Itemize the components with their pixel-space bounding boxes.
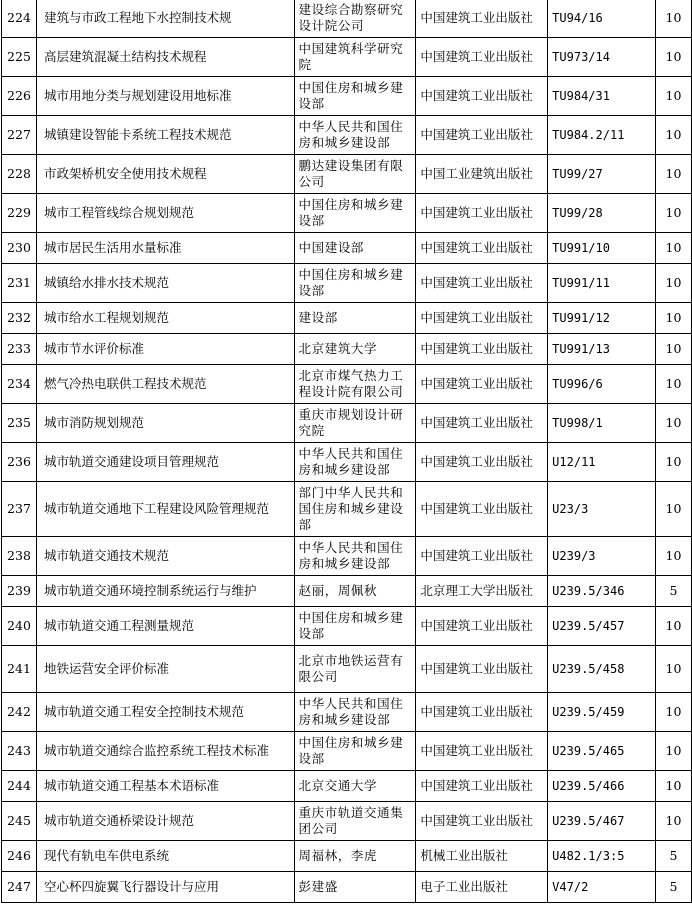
book-title-cell: 城市给水工程规划规范 bbox=[36, 303, 294, 334]
row-number-cell: 238 bbox=[2, 537, 37, 576]
book-title-cell: 城市轨道交通地下工程建设风险管理规范 bbox=[36, 482, 294, 537]
author-cell: 北京建筑大学 bbox=[294, 334, 416, 365]
publisher-cell: 北京理工大学出版社 bbox=[416, 576, 548, 607]
call-number-cell: U239.5/457 bbox=[548, 607, 656, 646]
table-row bbox=[2, 116, 692, 155]
table-row bbox=[2, 732, 692, 771]
publisher-cell: 中国建筑工业出版社 bbox=[416, 38, 548, 77]
call-number-cell: U12/11 bbox=[548, 443, 656, 482]
row-number-cell: 231 bbox=[2, 264, 37, 303]
row-number-cell: 236 bbox=[2, 443, 37, 482]
book-title-cell: 城市节水评价标准 bbox=[36, 334, 294, 365]
publisher-cell: 中国建筑工业出版社 bbox=[416, 303, 548, 334]
table-row bbox=[2, 155, 692, 194]
author-cell: 建设部 bbox=[294, 303, 416, 334]
call-number-cell: U239.5/346 bbox=[548, 576, 656, 607]
publisher-cell: 中国建筑工业出版社 bbox=[416, 77, 548, 116]
call-number-cell: TU984/31 bbox=[548, 77, 656, 116]
call-number-cell: U239/3 bbox=[548, 537, 656, 576]
author-cell: 鹏达建设集团有限公司 bbox=[294, 155, 416, 194]
author-cell: 中国建筑科学研究院 bbox=[294, 38, 416, 77]
publisher-cell: 中国建筑工业出版社 bbox=[416, 693, 548, 732]
copy-count-cell: 10 bbox=[656, 404, 692, 443]
book-title-cell: 城镇建设智能卡系统工程技术规范 bbox=[36, 116, 294, 155]
call-number-cell: TU998/1 bbox=[548, 404, 656, 443]
author-cell: 中华人民共和国住房和城乡建设部 bbox=[294, 537, 416, 576]
publisher-cell: 中国建筑工业出版社 bbox=[416, 0, 548, 38]
copy-count-cell: 10 bbox=[656, 537, 692, 576]
copy-count-cell: 10 bbox=[656, 334, 692, 365]
book-title-cell: 城市轨道交通建设项目管理规范 bbox=[36, 443, 294, 482]
call-number-cell: U23/3 bbox=[548, 482, 656, 537]
call-number-cell: U239.5/465 bbox=[548, 732, 656, 771]
author-cell: 中华人民共和国住房和城乡建设部 bbox=[294, 693, 416, 732]
table-row bbox=[2, 38, 692, 77]
call-number-cell: U482.1/3:5 bbox=[548, 841, 656, 872]
row-number-cell: 234 bbox=[2, 365, 37, 404]
row-number-cell: 240 bbox=[2, 607, 37, 646]
book-title-cell: 城市轨道交通桥梁设计规范 bbox=[36, 802, 294, 841]
author-cell: 中国建设部 bbox=[294, 233, 416, 264]
book-title-cell: 城市工程管线综合规划规范 bbox=[36, 194, 294, 233]
publisher-cell: 中国建筑工业出版社 bbox=[416, 771, 548, 802]
author-cell: 重庆市规划设计研究院 bbox=[294, 404, 416, 443]
row-number-cell: 226 bbox=[2, 77, 37, 116]
table-body bbox=[2, 0, 692, 903]
author-cell: 彭建盛 bbox=[294, 872, 416, 903]
publisher-cell: 中国建筑工业出版社 bbox=[416, 482, 548, 537]
table-row bbox=[2, 872, 692, 903]
author-cell: 中国住房和城乡建设部 bbox=[294, 264, 416, 303]
copy-count-cell: 10 bbox=[656, 77, 692, 116]
table-row bbox=[2, 482, 692, 537]
row-number-cell: 244 bbox=[2, 771, 37, 802]
table-row bbox=[2, 404, 692, 443]
book-title-cell: 市政架桥机安全使用技术规程 bbox=[36, 155, 294, 194]
call-number-cell: U239.5/459 bbox=[548, 693, 656, 732]
copy-count-cell: 10 bbox=[656, 194, 692, 233]
row-number-cell: 232 bbox=[2, 303, 37, 334]
table-row bbox=[2, 802, 692, 841]
book-title-cell: 城市轨道交通工程测量规范 bbox=[36, 607, 294, 646]
author-cell: 北京市地铁运营有限公司 bbox=[294, 646, 416, 693]
book-title-cell: 城市轨道交通工程安全控制技术规范 bbox=[36, 693, 294, 732]
author-cell: 周福林，李虎 bbox=[294, 841, 416, 872]
table-row bbox=[2, 0, 692, 38]
author-cell: 部门中华人民共和国住房和城乡建设部 bbox=[294, 482, 416, 537]
copy-count-cell: 10 bbox=[656, 38, 692, 77]
copy-count-cell: 10 bbox=[656, 732, 692, 771]
row-number-cell: 227 bbox=[2, 116, 37, 155]
row-number-cell: 229 bbox=[2, 194, 37, 233]
publisher-cell: 中国建筑工业出版社 bbox=[416, 537, 548, 576]
table-row bbox=[2, 537, 692, 576]
row-number-cell: 225 bbox=[2, 38, 37, 77]
row-number-cell: 235 bbox=[2, 404, 37, 443]
author-cell: 重庆市轨道交通集团公司 bbox=[294, 802, 416, 841]
copy-count-cell: 5 bbox=[656, 872, 692, 903]
copy-count-cell: 10 bbox=[656, 365, 692, 404]
table-row bbox=[2, 771, 692, 802]
book-title-cell: 城市用地分类与规划建设用地标准 bbox=[36, 77, 294, 116]
copy-count-cell: 10 bbox=[656, 771, 692, 802]
copy-count-cell: 10 bbox=[656, 303, 692, 334]
row-number-cell: 224 bbox=[2, 0, 37, 38]
publisher-cell: 中国建筑工业出版社 bbox=[416, 233, 548, 264]
call-number-cell: TU991/12 bbox=[548, 303, 656, 334]
book-title-cell: 燃气冷热电联供工程技术规范 bbox=[36, 365, 294, 404]
publisher-cell: 中国建筑工业出版社 bbox=[416, 646, 548, 693]
row-number-cell: 243 bbox=[2, 732, 37, 771]
table-row bbox=[2, 334, 692, 365]
author-cell: 中国住房和城乡建设部 bbox=[294, 607, 416, 646]
copy-count-cell: 10 bbox=[656, 693, 692, 732]
publisher-cell: 中国建筑工业出版社 bbox=[416, 404, 548, 443]
publisher-cell: 中国建筑工业出版社 bbox=[416, 264, 548, 303]
table-row bbox=[2, 303, 692, 334]
author-cell: 北京市煤气热力工程设计院有限公司 bbox=[294, 365, 416, 404]
table-row bbox=[2, 576, 692, 607]
copy-count-cell: 10 bbox=[656, 155, 692, 194]
book-list-table bbox=[1, 0, 692, 903]
call-number-cell: TU991/13 bbox=[548, 334, 656, 365]
book-title-cell: 现代有轨电车供电系统 bbox=[36, 841, 294, 872]
call-number-cell: TU996/6 bbox=[548, 365, 656, 404]
author-cell: 赵丽，周佩秋 bbox=[294, 576, 416, 607]
row-number-cell: 237 bbox=[2, 482, 37, 537]
call-number-cell: TU99/27 bbox=[548, 155, 656, 194]
book-title-cell: 空心杯四旋翼飞行器设计与应用 bbox=[36, 872, 294, 903]
publisher-cell: 中国建筑工业出版社 bbox=[416, 365, 548, 404]
call-number-cell: V47/2 bbox=[548, 872, 656, 903]
author-cell: 中国住房和城乡建设部 bbox=[294, 732, 416, 771]
publisher-cell: 中国建筑工业出版社 bbox=[416, 443, 548, 482]
call-number-cell: TU99/28 bbox=[548, 194, 656, 233]
call-number-cell: TU973/14 bbox=[548, 38, 656, 77]
table-row bbox=[2, 693, 692, 732]
table-row bbox=[2, 365, 692, 404]
publisher-cell: 电子工业出版社 bbox=[416, 872, 548, 903]
row-number-cell: 230 bbox=[2, 233, 37, 264]
table-row bbox=[2, 841, 692, 872]
author-cell: 中国住房和城乡建设部 bbox=[294, 77, 416, 116]
publisher-cell: 中国建筑工业出版社 bbox=[416, 802, 548, 841]
row-number-cell: 242 bbox=[2, 693, 37, 732]
copy-count-cell: 10 bbox=[656, 646, 692, 693]
copy-count-cell: 10 bbox=[656, 264, 692, 303]
copy-count-cell: 5 bbox=[656, 841, 692, 872]
book-title-cell: 城市居民生活用水量标准 bbox=[36, 233, 294, 264]
book-title-cell: 高层建筑混凝土结构技术规程 bbox=[36, 38, 294, 77]
row-number-cell: 239 bbox=[2, 576, 37, 607]
copy-count-cell: 10 bbox=[656, 0, 692, 38]
table-row bbox=[2, 194, 692, 233]
table-row bbox=[2, 443, 692, 482]
call-number-cell: U239.5/467 bbox=[548, 802, 656, 841]
call-number-cell: TU991/11 bbox=[548, 264, 656, 303]
call-number-cell: U239.5/466 bbox=[548, 771, 656, 802]
table-row bbox=[2, 233, 692, 264]
copy-count-cell: 10 bbox=[656, 607, 692, 646]
copy-count-cell: 10 bbox=[656, 116, 692, 155]
publisher-cell: 中国建筑工业出版社 bbox=[416, 334, 548, 365]
book-title-cell: 城市轨道交通技术规范 bbox=[36, 537, 294, 576]
row-number-cell: 245 bbox=[2, 802, 37, 841]
book-title-cell: 建筑与市政工程地下水控制技术规 bbox=[36, 0, 294, 38]
book-title-cell: 城市轨道交通工程基本术语标准 bbox=[36, 771, 294, 802]
book-title-cell: 城市轨道交通综合监控系统工程技术标准 bbox=[36, 732, 294, 771]
table-row bbox=[2, 77, 692, 116]
row-number-cell: 247 bbox=[2, 872, 37, 903]
table-row bbox=[2, 264, 692, 303]
publisher-cell: 机械工业出版社 bbox=[416, 841, 548, 872]
row-number-cell: 233 bbox=[2, 334, 37, 365]
row-number-cell: 241 bbox=[2, 646, 37, 693]
publisher-cell: 中国建筑工业出版社 bbox=[416, 116, 548, 155]
copy-count-cell: 10 bbox=[656, 482, 692, 537]
author-cell: 建设综合勘察研究设计院公司 bbox=[294, 0, 416, 38]
publisher-cell: 中国建筑工业出版社 bbox=[416, 194, 548, 233]
table-row bbox=[2, 646, 692, 693]
author-cell: 中国住房和城乡建设部 bbox=[294, 194, 416, 233]
publisher-cell: 中国建筑工业出版社 bbox=[416, 607, 548, 646]
author-cell: 中华人民共和国住房和城乡建设部 bbox=[294, 443, 416, 482]
row-number-cell: 246 bbox=[2, 841, 37, 872]
call-number-cell: U239.5/458 bbox=[548, 646, 656, 693]
book-title-cell: 地铁运营安全评价标准 bbox=[36, 646, 294, 693]
author-cell: 北京交通大学 bbox=[294, 771, 416, 802]
book-title-cell: 城镇给水排水技术规范 bbox=[36, 264, 294, 303]
publisher-cell: 中国工业建筑出版社 bbox=[416, 155, 548, 194]
call-number-cell: TU94/16 bbox=[548, 0, 656, 38]
call-number-cell: TU991/10 bbox=[548, 233, 656, 264]
call-number-cell: TU984.2/11 bbox=[548, 116, 656, 155]
publisher-cell: 中国建筑工业出版社 bbox=[416, 732, 548, 771]
book-title-cell: 城市轨道交通环境控制系统运行与维护 bbox=[36, 576, 294, 607]
table-row bbox=[2, 607, 692, 646]
copy-count-cell: 10 bbox=[656, 802, 692, 841]
copy-count-cell: 5 bbox=[656, 576, 692, 607]
copy-count-cell: 10 bbox=[656, 233, 692, 264]
author-cell: 中华人民共和国住房和城乡建设部 bbox=[294, 116, 416, 155]
row-number-cell: 228 bbox=[2, 155, 37, 194]
book-title-cell: 城市消防规划规范 bbox=[36, 404, 294, 443]
copy-count-cell: 10 bbox=[656, 443, 692, 482]
